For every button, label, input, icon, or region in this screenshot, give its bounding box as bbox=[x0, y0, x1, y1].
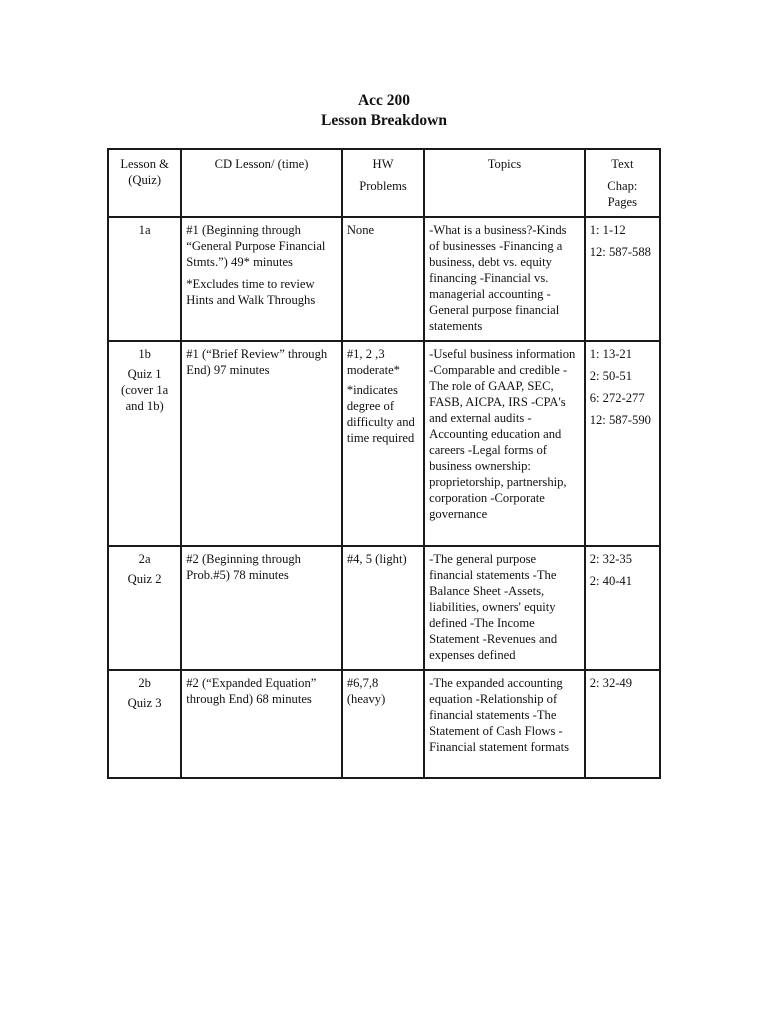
cd-lesson-cell bbox=[181, 217, 342, 341]
header-hw-line2: Problems bbox=[359, 179, 407, 193]
quiz-label: Quiz 3 bbox=[127, 696, 162, 710]
header-text-line2: Chap: bbox=[607, 179, 638, 193]
hw-text: None bbox=[346, 223, 375, 237]
cd-lesson-cell bbox=[181, 341, 342, 546]
hw-cell bbox=[342, 546, 424, 670]
header-text bbox=[585, 149, 660, 217]
header-text-line3: Pages bbox=[607, 195, 638, 209]
header-lesson bbox=[108, 149, 181, 217]
table-row bbox=[108, 546, 660, 670]
hw-note: *indicates degree of difficulty and time required bbox=[346, 383, 415, 445]
cd-lesson-text: #1 (“Brief Review” through End) 97 minutes bbox=[186, 347, 328, 377]
document-title: Acc 200 bbox=[357, 92, 411, 109]
lesson-breakdown-table bbox=[107, 148, 661, 779]
lesson-id: 1a bbox=[138, 223, 151, 237]
text-pages-cell bbox=[585, 546, 660, 670]
document-header bbox=[0, 91, 768, 131]
text-pages-entry: 12: 587-590 bbox=[589, 413, 651, 427]
cd-lesson-text: #2 (“Expanded Equation” through End) 68 minutes bbox=[186, 676, 317, 706]
header-hw bbox=[342, 149, 424, 217]
header-lesson-line1: Lesson & bbox=[120, 157, 169, 171]
text-pages-entry: 2: 40-41 bbox=[589, 574, 633, 588]
table-row bbox=[108, 670, 660, 778]
topics-cell: -The expanded accounting equation -Relationship of financial statements -The Statement of Cash Flows -Financial statement formats bbox=[424, 670, 585, 778]
cd-lesson-cell bbox=[181, 546, 342, 670]
quiz-note: (cover 1a and 1b) bbox=[121, 383, 169, 413]
hw-cell bbox=[342, 217, 424, 341]
header-lesson-line2: (Quiz) bbox=[128, 173, 162, 187]
header-topics: Topics bbox=[424, 149, 585, 217]
text-pages-entry: 6: 272-277 bbox=[589, 391, 645, 405]
text-pages-entry: 1: 13-21 bbox=[589, 347, 633, 361]
text-pages-entry: 12: 587-588 bbox=[589, 245, 651, 259]
quiz-label: Quiz 1 bbox=[127, 367, 162, 381]
lesson-id: 2a bbox=[138, 552, 151, 566]
cd-lesson-text: #1 (Beginning through “General Purpose Financial Stmts.”) 49* minutes bbox=[186, 223, 326, 269]
hw-text: #1, 2 ,3 moderate* bbox=[346, 347, 400, 377]
table-header-row bbox=[108, 149, 660, 217]
text-pages-cell bbox=[585, 217, 660, 341]
hw-text: #4, 5 (light) bbox=[346, 552, 407, 566]
header-hw-line1: HW bbox=[372, 157, 394, 171]
text-pages-entry: 2: 32-49 bbox=[589, 676, 633, 690]
lesson-cell bbox=[108, 670, 181, 778]
text-pages-entry: 2: 50-51 bbox=[589, 369, 633, 383]
quiz-label: Quiz 2 bbox=[127, 572, 162, 586]
lesson-id: 2b bbox=[138, 676, 151, 690]
document-subtitle: Lesson Breakdown bbox=[321, 112, 447, 129]
lesson-cell bbox=[108, 217, 181, 341]
table-row bbox=[108, 217, 660, 341]
cd-lesson-text: #2 (Beginning through Prob.#5) 78 minutes bbox=[186, 552, 301, 582]
text-pages-entry: 2: 32-35 bbox=[589, 552, 633, 566]
lesson-cell bbox=[108, 546, 181, 670]
cd-lesson-note: *Excludes time to review Hints and Walk Throughs bbox=[186, 277, 316, 307]
hw-text: #6,7,8 (heavy) bbox=[346, 676, 386, 706]
lesson-id: 1b bbox=[138, 347, 151, 361]
header-cd-lesson: CD Lesson/ (time) bbox=[181, 149, 342, 217]
lesson-cell bbox=[108, 341, 181, 546]
text-pages-cell bbox=[585, 341, 660, 546]
hw-cell bbox=[342, 670, 424, 778]
hw-cell bbox=[342, 341, 424, 546]
header-text-line1: Text bbox=[611, 157, 634, 171]
topics-cell: -The general purpose financial statements -The Balance Sheet -Assets, liabilities, owners' equity defined -The Income Statement -Revenues and expenses defined bbox=[424, 546, 585, 670]
cd-lesson-cell bbox=[181, 670, 342, 778]
text-pages-cell bbox=[585, 670, 660, 778]
topics-cell: -What is a business?-Kinds of businesses -Financing a business, debt vs. equity financing -Financial vs. managerial accounting -General purpose financial statements bbox=[424, 217, 585, 341]
text-pages-entry: 1: 1-12 bbox=[589, 223, 626, 237]
topics-cell: -Useful business information -Comparable and credible -The role of GAAP, SEC, FASB, AICPA, IRS -CPA's and external audits -Accounting education and careers -Legal forms of business ownership: proprietorship, partnership, corporation -Corporate governance bbox=[424, 341, 585, 546]
table-row bbox=[108, 341, 660, 546]
